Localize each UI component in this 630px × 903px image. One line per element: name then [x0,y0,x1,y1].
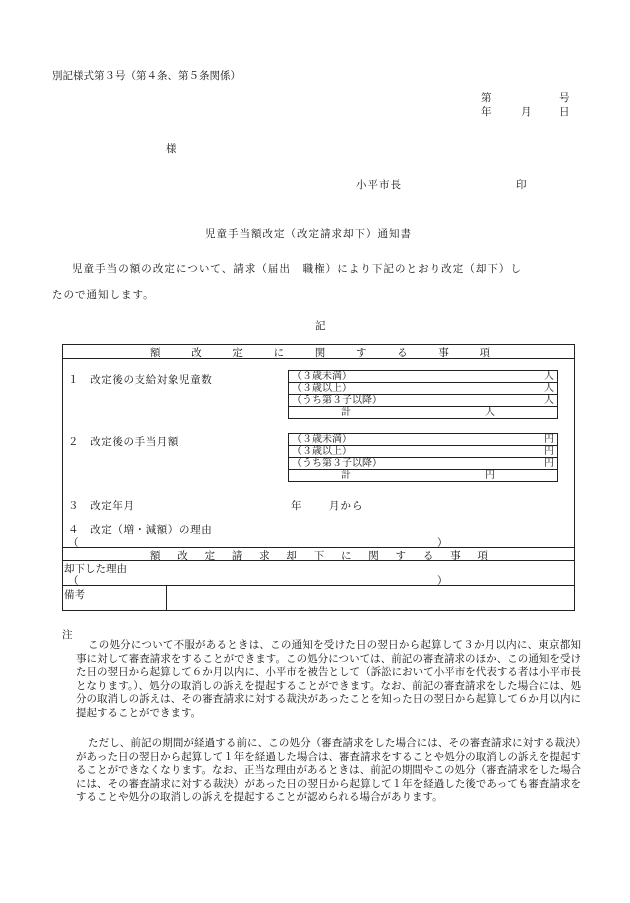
section2-header-char: す [395,550,407,562]
row-label: （３歳以上） [292,383,352,394]
row-label: （うち第３子以降） [292,395,382,406]
row-label: （３歳未満） [292,371,352,382]
section2-header-char: る [422,550,434,562]
number-prefix: 第 [481,92,492,104]
item4-paren-close: ） [437,537,448,549]
remarks-label: 備考 [64,589,85,601]
item2-total-row [288,469,558,482]
sender-seal: 印 [516,179,527,191]
item2-row [288,445,558,457]
section2-header-char: 求 [259,550,270,562]
section1-header-char: る [397,347,408,359]
section2-header-char: 項 [477,550,488,562]
item2-row [288,433,558,445]
row-unit: 円 [544,434,554,445]
row-unit: 円 [544,458,554,469]
rejection-label: 却下した理由 [64,563,127,575]
total-label: 計 [341,470,351,481]
date-year: 年 [481,106,492,118]
item4-label: ４ 改定（増・減額）の理由 [68,524,213,536]
section1-header-char: に [273,347,285,359]
item1-row [288,370,558,382]
section2-header-char: 却 [286,550,297,562]
row-label: （３歳未満） [292,434,352,445]
section1-header-char: 関 [314,347,326,359]
item1-row [288,382,558,394]
rejection-paren-close: ） [437,575,448,587]
body-line-2: たので通知します。 [52,289,155,301]
row-unit: 円 [544,446,554,457]
row-label: （３歳以上） [292,446,352,457]
total-unit: 人 [485,407,495,418]
divider [62,560,575,561]
section1-header-char: 改 [191,347,202,359]
item1-total-row [288,406,558,419]
item3-year: 年 [291,500,302,512]
item2-row [288,457,558,469]
section2-header-char: 定 [204,550,216,562]
item1-row [288,394,558,406]
section2-header-char: 額 [150,550,161,562]
section1-header-char: 事 [438,347,449,359]
row-label: （うち第３子以降） [292,458,382,469]
addressee-honorific: 様 [166,143,177,155]
date-day: 日 [559,106,570,118]
ki-label: 記 [315,320,326,332]
notes-paragraph-1: この処分について不服があるときは、この通知を受けた日の翌日から起算して３か月以内に、東京都知事に対して審査請求をすることができます。この処分については、前記の審査請求のほか、この通知を受けた日の翌日から起算して６か月以内に、小平市を被告として（訴訟において小平市を代表する者は小平市長となります。）、処分の取消しの訴えを提起することができます。なお、前記の審査請求をした場合には、処分の取消しの訴えは、その審査請求に対する裁決があったことを知った日の翌日から起算して６か月以内に提起することができます。 [76,639,581,719]
form-label: 別記様式第３号（第４条、第５条関係） [52,70,241,82]
item2-label: ２ 改定後の手当月額 [68,436,179,448]
total-label: 計 [341,407,351,418]
body-line-1: 児童手当の額の改定について、請求（届出 職権）により下記のとおり改定（却下）し [72,263,523,275]
sender-title: 小平市長 [356,179,402,191]
item3-month-from: 月から [329,500,364,512]
section2-header-char: 請 [231,550,243,562]
row-unit: 人 [544,383,554,394]
row-unit: 人 [544,395,554,406]
notes-heading: 注 [62,629,73,641]
divider [62,358,575,359]
section1-header-char: 項 [479,347,490,359]
date-month: 月 [521,106,532,118]
section2-header-char: に [340,550,352,562]
section2-header-char: 事 [450,550,461,562]
document-title: 児童手当額改定（改定請求却下）通知書 [205,228,412,240]
row-unit: 人 [544,371,554,382]
section2-header-char: 関 [368,550,379,562]
total-unit: 円 [485,470,495,481]
remarks-divider [166,585,167,611]
rejection-paren-open: （ [68,575,79,587]
item3-label: ３ 改定年月 [68,500,135,512]
notes-paragraph-2: ただし、前記の期間が経過する前に、この処分（審査請求をした場合には、その審査請求に対する裁決）があった日の翌日から起算して１年を経過した場合は、審査請求をすることや処分の取消しの訴えを提起することができなくなります。なお、正当な理由があるときは、前記の期間やこの処分（審査請求をした場合には、その審査請求に対する裁決）があった日の翌日から起算して１年を経過した後であっても審査請求をすることや処分の取消しの訴えを提起することが認められる場合があります。 [76,737,581,804]
item4-paren-open: （ [68,537,79,549]
section2-header-char: 改 [177,550,188,562]
section1-header-char: す [355,347,367,359]
divider [62,585,575,586]
item1-label: １ 改定後の支給対象児童数 [68,374,213,386]
section1-header-char: 定 [232,347,243,359]
number-suffix: 号 [559,92,570,104]
section1-header-char: 額 [150,347,161,359]
section2-header-char: 下 [313,550,325,562]
